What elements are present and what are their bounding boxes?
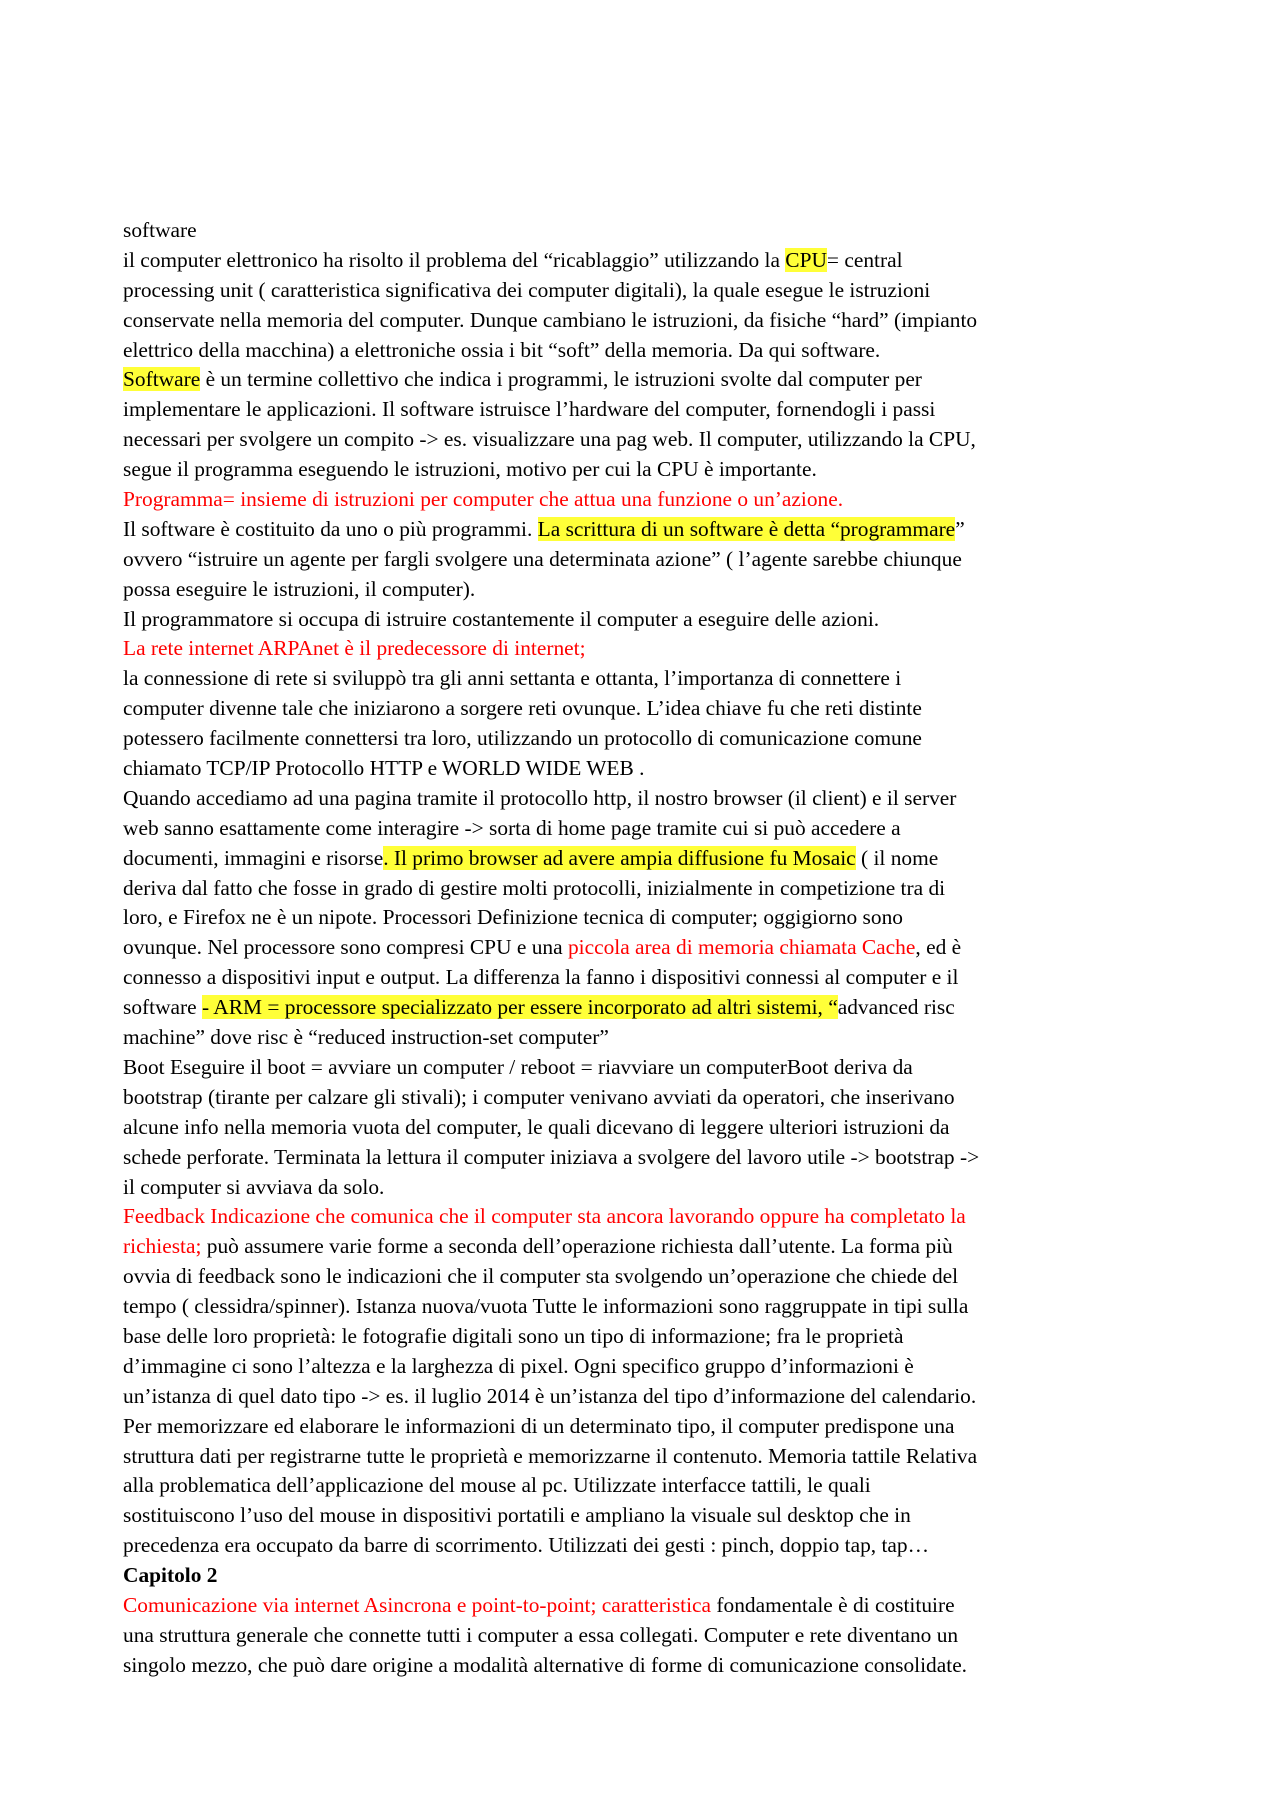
highlighted-text: Software [123, 367, 201, 392]
text-run: potessero facilmente connettersi tra loro, utilizzando un protocollo di comunicazione comune [123, 726, 922, 751]
text-run: precedenza era occupato da barre di scorrimento. Utilizzati dei gesti : pinch, doppio tap, tap… [123, 1533, 929, 1558]
text-line [123, 306, 1173, 336]
text-line [123, 1113, 1173, 1143]
text-line [123, 515, 1173, 545]
text-line [123, 963, 1173, 993]
text-run: ovunque. Nel processore sono compresi CPU e una [123, 935, 568, 960]
text-line [123, 784, 1173, 814]
text-run: alla problematica dell’applicazione del mouse al pc. Utilizzate interfacce tattili, le quali [123, 1473, 871, 1498]
text-line [123, 336, 1173, 366]
text-line [123, 425, 1173, 455]
text-line [123, 545, 1173, 575]
text-run: software [123, 995, 202, 1020]
text-line [123, 1442, 1173, 1472]
highlighted-text: La scrittura di un software è detta “programmare [537, 516, 956, 541]
text-run: struttura dati per registrarne tutte le proprietà e memorizzarne il contenuto. Memoria tattile Relativa [123, 1443, 978, 1468]
text-line [123, 903, 1173, 933]
text-line [123, 844, 1173, 874]
text-line [123, 1561, 1173, 1591]
text-run: Boot Eseguire il boot = avviare un computer / reboot = riavviare un computerBoot deriva da [123, 1054, 913, 1079]
text-line [123, 1202, 1173, 1232]
text-run: fondamentale è di costituire [711, 1592, 955, 1617]
red-text: piccola area di memoria chiamata Cache [567, 935, 916, 960]
text-line [123, 1173, 1173, 1203]
text-line [123, 575, 1173, 605]
red-text: Feedback Indicazione che comunica che il computer sta ancora lavorando oppure ha completato la [123, 1204, 966, 1229]
text-run: schede perforate. Terminata la lettura il computer iniziava a svolgere del lavoro utile -> bootstrap -> [123, 1144, 980, 1169]
text-run: un’istanza di quel dato tipo -> es. il luglio 2014 è un’istanza del tipo d’informazione del calendario. [123, 1383, 977, 1408]
text-line [123, 605, 1173, 635]
text-line [123, 933, 1173, 963]
text-line [123, 814, 1173, 844]
text-run: ( il nome [855, 845, 939, 870]
text-line [123, 1023, 1173, 1053]
text-line [123, 1232, 1173, 1262]
text-line [123, 246, 1173, 276]
text-line [123, 694, 1173, 724]
text-run: necessari per svolgere un compito -> es. visualizzare una pag web. Il computer, utilizzando la CPU, [123, 427, 976, 452]
text-run: segue il programma eseguendo le istruzioni, motivo per cui la CPU è importante. [123, 457, 817, 482]
section-heading: Capitolo 2 [123, 1563, 218, 1588]
text-line [123, 395, 1173, 425]
text-line [123, 1412, 1173, 1442]
text-run: connesso a dispositivi input e output. La differenza la fanno i dispositivi connessi al computer e il [123, 965, 959, 990]
text-run: è un termine collettivo che indica i programmi, le istruzioni svolte dal computer per [200, 367, 922, 392]
text-run: , ed è [915, 935, 962, 960]
document-body [123, 216, 1173, 1681]
text-line [123, 1292, 1173, 1322]
text-line [123, 1053, 1173, 1083]
red-text: Comunicazione via internet Asincrona e point-to-point; caratteristica [123, 1592, 712, 1617]
text-run: alcune info nella memoria vuota del computer, le quali dicevano di leggere ulteriori istruzioni da [123, 1114, 950, 1139]
text-run: machine” dove risc è “reduced instruction-set computer” [123, 1025, 609, 1050]
text-line [123, 1501, 1173, 1531]
text-line [123, 1382, 1173, 1412]
text-run: advanced risc [837, 995, 955, 1020]
text-line [123, 1083, 1173, 1113]
text-run: Quando accediamo ad una pagina tramite il protocollo http, il nostro browser (il client) e il server [123, 785, 957, 810]
text-line [123, 216, 1173, 246]
text-run: documenti, immagini e risorse [123, 845, 384, 870]
text-run: conservate nella memoria del computer. Dunque cambiano le istruzioni, da fisiche “hard” (impianto [123, 307, 978, 332]
text-run: software [123, 218, 197, 242]
text-run: il computer si avviava da solo. [123, 1174, 385, 1199]
text-line [123, 1591, 1173, 1621]
text-line [123, 634, 1173, 664]
text-line [123, 1262, 1173, 1292]
text-line [123, 276, 1173, 306]
text-run: una struttura generale che connette tutti i computer a essa collegati. Computer e rete diventano un [123, 1622, 959, 1647]
text-run: elettrico della macchina) a elettroniche ossia i bit “soft” della memoria. Da qui software. [123, 337, 881, 362]
text-run: sostituiscono l’uso del mouse in dispositivi portatili e ampliano la visuale sul desktop che in [123, 1503, 911, 1528]
text-run: Per memorizzare ed elaborare le informazioni di un determinato tipo, il computer predispone una [123, 1413, 955, 1438]
text-run: d’immagine ci sono l’altezza e la larghezza di pixel. Ogni specifico gruppo d’informazioni è [123, 1353, 914, 1378]
text-run: loro, e Firefox ne è un nipote. Processori Definizione tecnica di computer; oggigiorno sono [123, 905, 903, 930]
text-run: = central [826, 247, 903, 272]
text-line [123, 874, 1173, 904]
text-run: computer divenne tale che iniziarono a sorgere reti ovunque. L’idea chiave fu che reti distinte [123, 696, 922, 721]
text-run: ” [955, 516, 965, 541]
text-line [123, 724, 1173, 754]
text-run: la connessione di rete si sviluppò tra gli anni settanta e ottanta, l’importanza di connettere i [123, 666, 902, 691]
text-line [123, 1143, 1173, 1173]
red-text: Programma= insieme di istruzioni per computer che attua una funzione o un’azione. [123, 487, 844, 512]
text-run: base delle loro proprietà: le fotografie digitali sono un tipo di informazione; fra le proprietà [123, 1323, 904, 1348]
text-run: singolo mezzo, che può dare origine a modalità alternative di forme di comunicazione consolidate. [123, 1652, 968, 1677]
text-run: Il software è costituito da uno o più programmi. [123, 516, 538, 541]
highlighted-text: . Il primo browser ad avere ampia diffusione fu Mosaic [383, 845, 856, 870]
text-run: deriva dal fatto che fosse in grado di gestire molti protocolli, inizialmente in competizione tra di [123, 875, 946, 900]
text-line [123, 485, 1173, 515]
text-line [123, 1352, 1173, 1382]
text-line [123, 993, 1173, 1023]
text-run: può assumere varie forme a seconda dell’operazione richiesta dall’utente. La forma più [201, 1234, 953, 1259]
text-run: chiamato TCP/IP Protocollo HTTP e WORLD WIDE WEB . [123, 756, 645, 781]
text-run: processing unit ( caratteristica significativa dei computer digitali), la quale esegue le istruzioni [123, 277, 931, 302]
text-line [123, 1621, 1173, 1651]
red-text: La rete internet ARPAnet è il predecessore di internet; [123, 636, 586, 661]
text-line [123, 365, 1173, 395]
text-run: bootstrap (tirante per calzare gli stivali); i computer venivano avviati da operatori, che inserivano [123, 1084, 955, 1109]
text-run: web sanno esattamente come interagire -> sorta di home page tramite cui si può accedere a [123, 815, 901, 840]
highlighted-text: CPU [785, 247, 827, 272]
text-line [123, 455, 1173, 485]
text-line [123, 664, 1173, 694]
text-run: implementare le applicazioni. Il software istruisce l’hardware del computer, fornendogli i passi [123, 397, 936, 422]
text-line [123, 1651, 1173, 1681]
red-text: richiesta; [123, 1234, 202, 1259]
text-run: tempo ( clessidra/spinner). Istanza nuova/vuota Tutte le informazioni sono raggruppate in tipi sulla [123, 1294, 969, 1319]
text-run: ovvero “istruire un agente per fargli svolgere una determinata azione” ( l’agente sarebbe chiunque [123, 546, 962, 571]
text-run: possa eseguire le istruzioni, il computer). [123, 576, 476, 601]
text-run: Il programmatore si occupa di istruire costantemente il computer a eseguire delle azioni. [123, 606, 880, 631]
text-run: il computer elettronico ha risolto il problema del “ricablaggio” utilizzando la [123, 247, 786, 272]
highlighted-text: - ARM = processore specializzato per essere incorporato ad altri sistemi, “ [202, 995, 838, 1020]
text-line [123, 1531, 1173, 1561]
text-run: ovvia di feedback sono le indicazioni che il computer sta svolgendo un’operazione che chiede del [123, 1264, 959, 1289]
text-line [123, 1471, 1173, 1501]
text-line [123, 1322, 1173, 1352]
text-line [123, 754, 1173, 784]
